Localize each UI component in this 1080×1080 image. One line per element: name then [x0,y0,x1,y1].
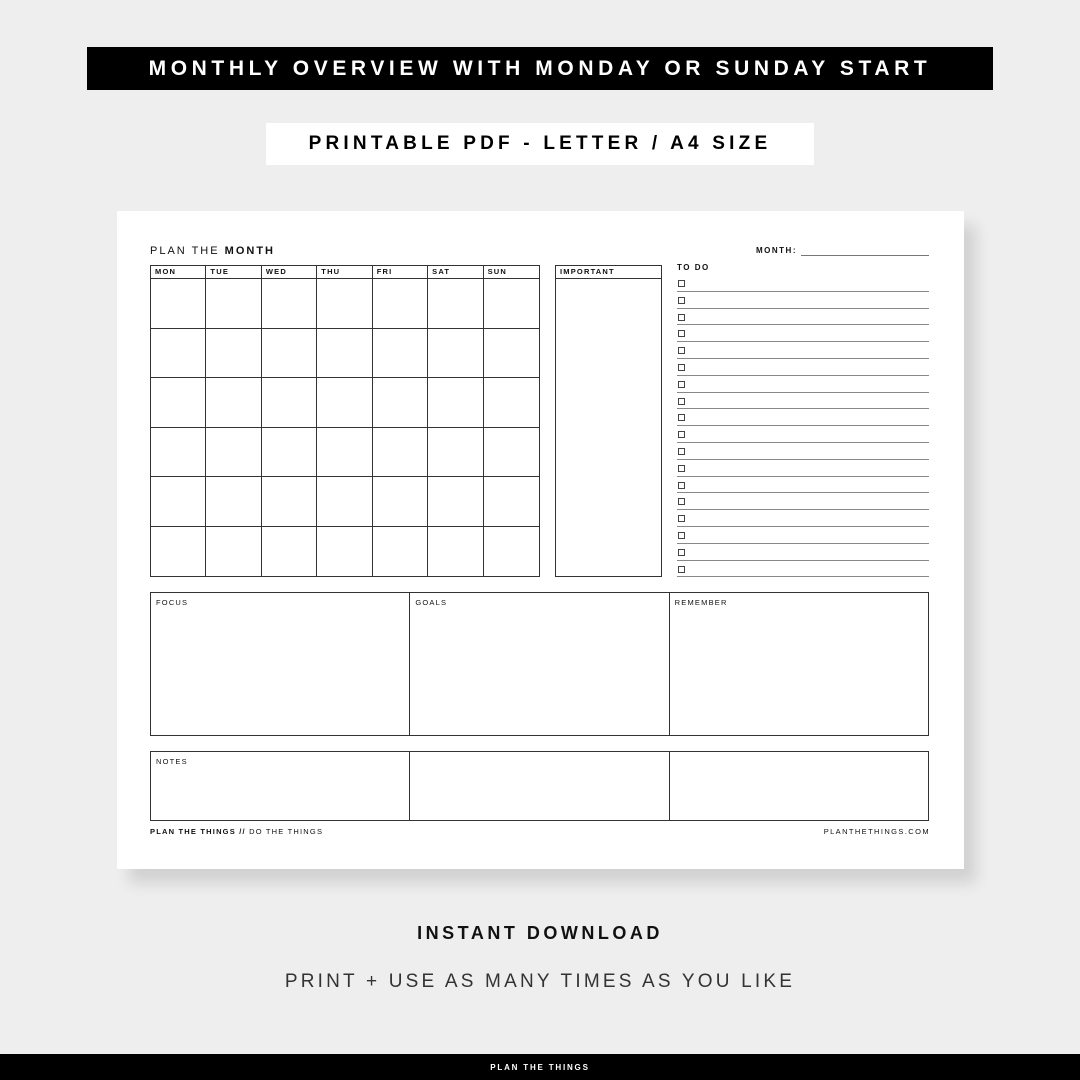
calendar-cell [151,329,206,379]
checkbox-icon [678,431,685,438]
footer-brand-strong: PLAN THE THINGS // [150,827,246,836]
calendar-cell [151,428,206,478]
calendar-cell [373,527,428,577]
calendar-cell [262,477,317,527]
checkbox-icon [678,414,685,421]
calendar-cell [373,378,428,428]
checkbox-icon [678,566,685,573]
todo-row [677,275,929,292]
footer-url: PLANTHETHINGS.COM [823,827,930,836]
day-header-wed: WED [262,266,317,279]
todo-row [677,393,929,410]
sheet-title-strong: MONTH [224,245,275,257]
todo-row [677,376,929,393]
calendar-cell [262,329,317,379]
important-box [555,265,662,577]
remember-box [670,593,928,735]
calendar-cell [484,329,539,379]
header-banner [87,47,993,90]
calendar-cell [484,279,539,329]
notes-row [150,751,929,821]
footer-brand [150,827,323,836]
checkbox-icon [678,465,685,472]
todo-row [677,309,929,326]
todo-row [677,477,929,494]
day-header-mon: MON [151,266,206,279]
todo-list [677,275,929,577]
calendar-cell [317,527,372,577]
checkbox-icon [678,398,685,405]
calendar-cell [206,428,261,478]
calendar-cell [206,329,261,379]
calendar-cell [373,428,428,478]
todo-label: TO DO [677,263,710,272]
notes-box [151,752,410,820]
day-header-thu: THU [317,266,372,279]
month-label: MONTH: [756,246,797,255]
day-header-sat: SAT [428,266,483,279]
calendar-cell [373,329,428,379]
focus-goals-remember [150,592,929,736]
important-label: IMPORTANT [556,266,661,279]
notes-label: NOTES [156,757,188,766]
calendar-cell [262,279,317,329]
goals-label: GOALS [415,598,448,607]
calendar-cell [151,477,206,527]
calendar-cell [428,527,483,577]
calendar-cell [317,378,372,428]
calendar-cell [206,378,261,428]
checkbox-icon [678,498,685,505]
footer-brand-rest: DO THE THINGS [249,827,324,836]
calendar-cell [151,527,206,577]
calendar-cell [373,279,428,329]
calendar-cell [428,428,483,478]
sheet-title-prefix: PLAN THE [150,245,220,257]
checkbox-icon [678,314,685,321]
calendar-cell [428,279,483,329]
focus-box [151,593,410,735]
calendar-cell [151,279,206,329]
calendar-cell [373,477,428,527]
goals-box [410,593,669,735]
month-line [801,255,929,256]
calendar-cell [206,279,261,329]
calendar-cell [262,378,317,428]
calendar-cell [428,477,483,527]
calendar-cell [317,329,372,379]
checkbox-icon [678,347,685,354]
calendar-cell [317,279,372,329]
calendar-cell [262,527,317,577]
checkbox-icon [678,515,685,522]
instant-download-text: INSTANT DOWNLOAD [417,923,663,943]
calendar-cell [317,428,372,478]
remember-label: REMEMBER [674,598,728,607]
todo-row [677,544,929,561]
calendar-cell [428,378,483,428]
sheet-title [150,245,275,257]
todo-row [677,292,929,309]
todo-row [677,493,929,510]
todo-row [677,510,929,527]
print-note: PRINT + USE AS MANY TIMES AS YOU LIKE [284,971,796,992]
checkbox-icon [678,297,685,304]
day-header-fri: FRI [373,266,428,279]
todo-row [677,527,929,544]
day-header-tue: TUE [206,266,261,279]
todo-row [677,359,929,376]
calendar-cell [484,378,539,428]
format-title: PRINTABLE PDF - LETTER / A4 SIZE [308,133,772,154]
calendar-cell [151,378,206,428]
calendar-cell [206,477,261,527]
todo-row [677,409,929,426]
todo-row [677,342,929,359]
todo-row [677,426,929,443]
checkbox-icon [678,330,685,337]
focus-label: FOCUS [156,598,189,607]
bottom-bar [0,1054,1080,1080]
todo-row [677,443,929,460]
todo-row [677,460,929,477]
notes-box-3 [670,752,928,820]
todo-row [677,561,929,578]
calendar-cell [317,477,372,527]
checkbox-icon [678,532,685,539]
format-banner [266,123,814,165]
checkbox-icon [678,482,685,489]
calendar-cell [428,329,483,379]
checkbox-icon [678,448,685,455]
checkbox-icon [678,381,685,388]
bottom-bar-brand: PLAN THE THINGS [490,1062,590,1072]
notes-box-2 [410,752,669,820]
checkbox-icon [678,549,685,556]
planner-sheet [117,211,964,869]
calendar-cell [484,527,539,577]
day-header-sun: SUN [484,266,539,279]
calendar-cell [262,428,317,478]
todo-row [677,325,929,342]
checkbox-icon [678,364,685,371]
calendar-cell [484,428,539,478]
checkbox-icon [678,280,685,287]
calendar-cell [206,527,261,577]
banner-title: MONTHLY OVERVIEW WITH MONDAY OR SUNDAY START [148,56,932,80]
calendar-grid [150,265,540,577]
calendar-cell [484,477,539,527]
